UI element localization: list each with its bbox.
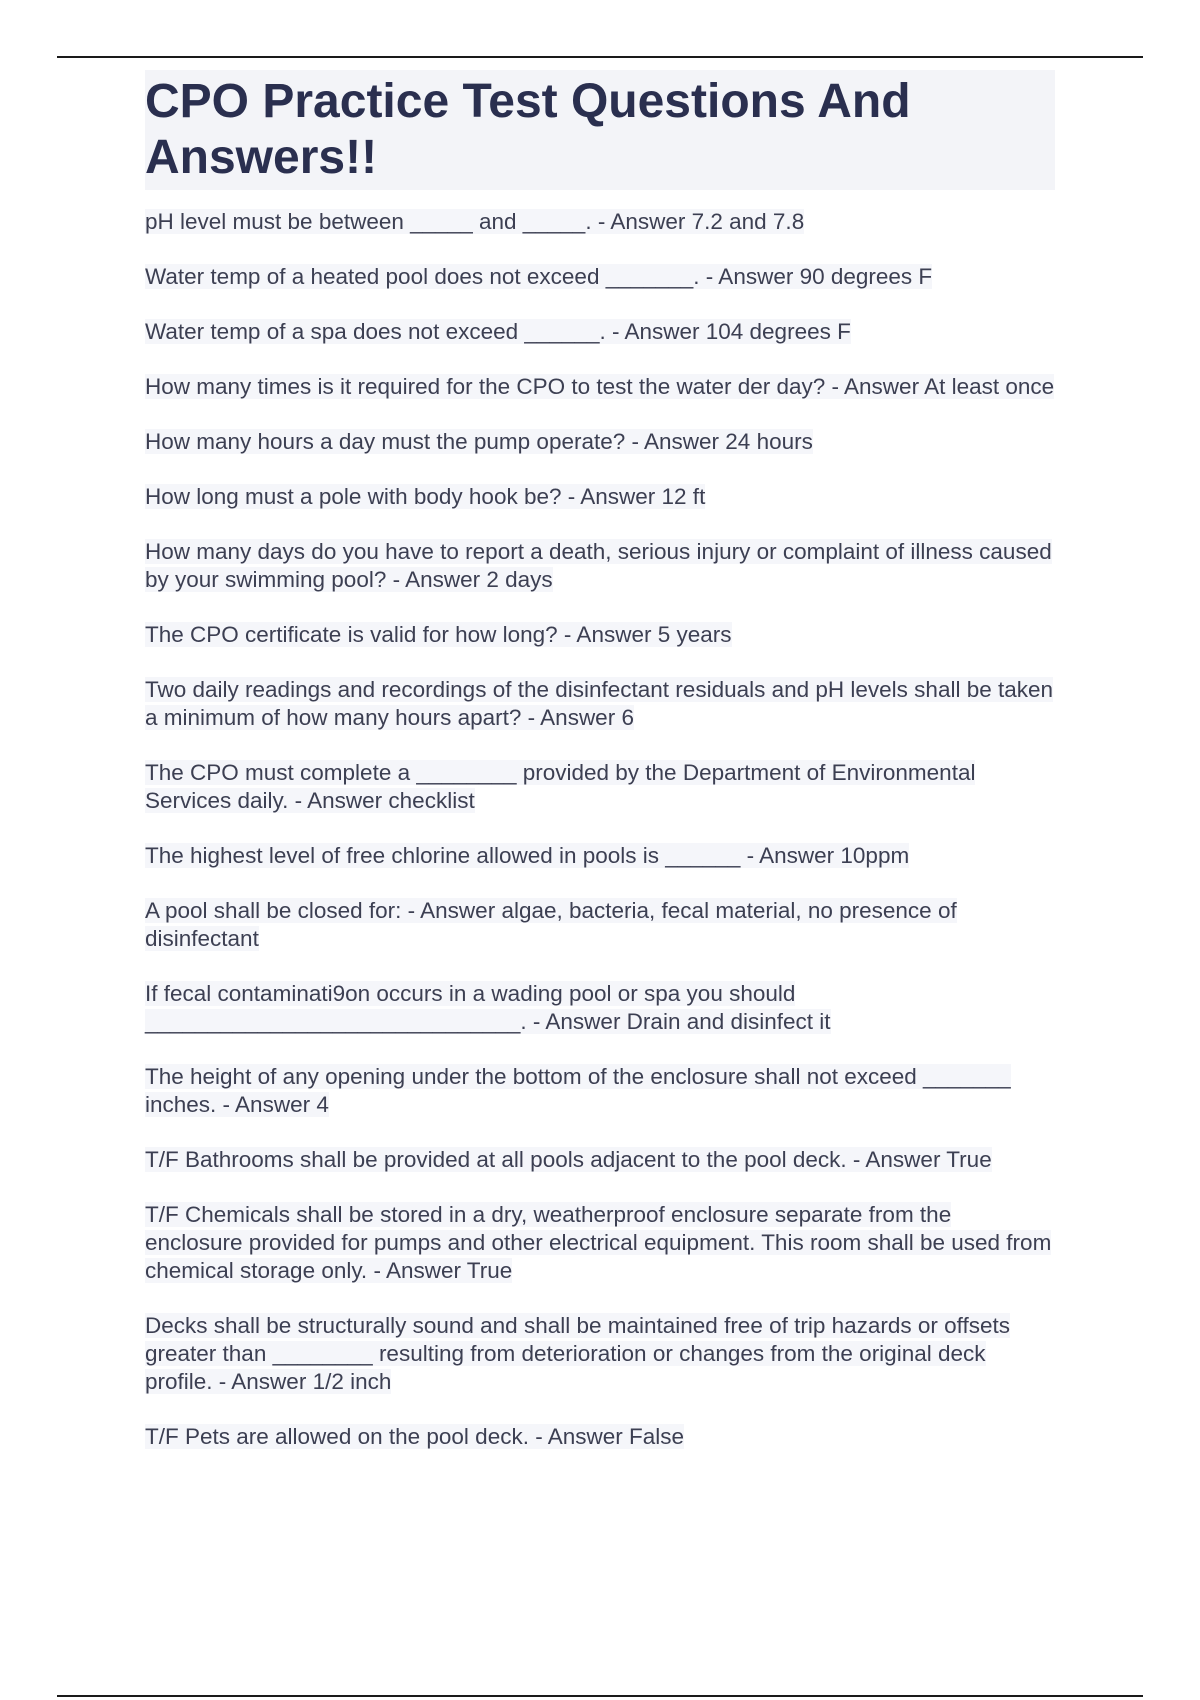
page-title: CPO Practice Test Questions And Answers!!	[145, 75, 911, 184]
qa-item: A pool shall be closed for: - Answer algae, bacteria, fecal material, no presence of disinfectant	[145, 898, 957, 951]
qa-item: T/F Chemicals shall be stored in a dry, weatherproof enclosure separate from the enclosure provided for pumps and other electrical equipment. This room shall be used from chemical storage only. - Answer True	[145, 1202, 1052, 1283]
qa-item: The height of any opening under the bottom of the enclosure shall not exceed _______ inches. - Answer 4	[145, 1064, 1011, 1117]
qa-item: T/F Pets are allowed on the pool deck. - Answer False	[145, 1424, 685, 1449]
qa-item: Water temp of a spa does not exceed ______. - Answer 104 degrees F	[145, 319, 851, 344]
qa-item: pH level must be between _____ and _____. - Answer 7.2 and 7.8	[145, 209, 805, 234]
qa-item: How long must a pole with body hook be? - Answer 12 ft	[145, 484, 706, 509]
qa-item: The CPO must complete a ________ provided by the Department of Environmental Services daily. - Answer checklist	[145, 760, 976, 813]
qa-item: How many times is it required for the CPO to test the water der day? - Answer At least once	[145, 374, 1055, 399]
top-rule	[57, 56, 1143, 58]
qa-item: The highest level of free chlorine allowed in pools is ______ - Answer 10ppm	[145, 843, 910, 868]
qa-item: T/F Bathrooms shall be provided at all pools adjacent to the pool deck. - Answer True	[145, 1147, 992, 1172]
title-block	[145, 70, 1055, 190]
qa-item: How many days do you have to report a death, serious injury or complaint of illness caused by your swimming pool? - Answer 2 days	[145, 539, 1052, 592]
qa-item: Decks shall be structurally sound and shall be maintained free of trip hazards or offsets greater than ________ resulting from deterioration or changes from the original deck profile. - Answer 1/2 inch	[145, 1313, 1011, 1394]
qa-item: Two daily readings and recordings of the disinfectant residuals and pH levels shall be taken a minimum of how many hours apart? - Answer 6	[145, 677, 1054, 730]
qa-item: How many hours a day must the pump operate? - Answer 24 hours	[145, 429, 813, 454]
qa-item: Water temp of a heated pool does not exceed _______. - Answer 90 degrees F	[145, 264, 933, 289]
qa-item: If fecal contaminati9on occurs in a wading pool or spa you should ______________________________. - Answer Drain and disinfect it	[145, 981, 831, 1034]
bottom-rule	[57, 1695, 1143, 1697]
qa-item: The CPO certificate is valid for how long? - Answer 5 years	[145, 622, 732, 647]
document-body	[145, 70, 1055, 1478]
